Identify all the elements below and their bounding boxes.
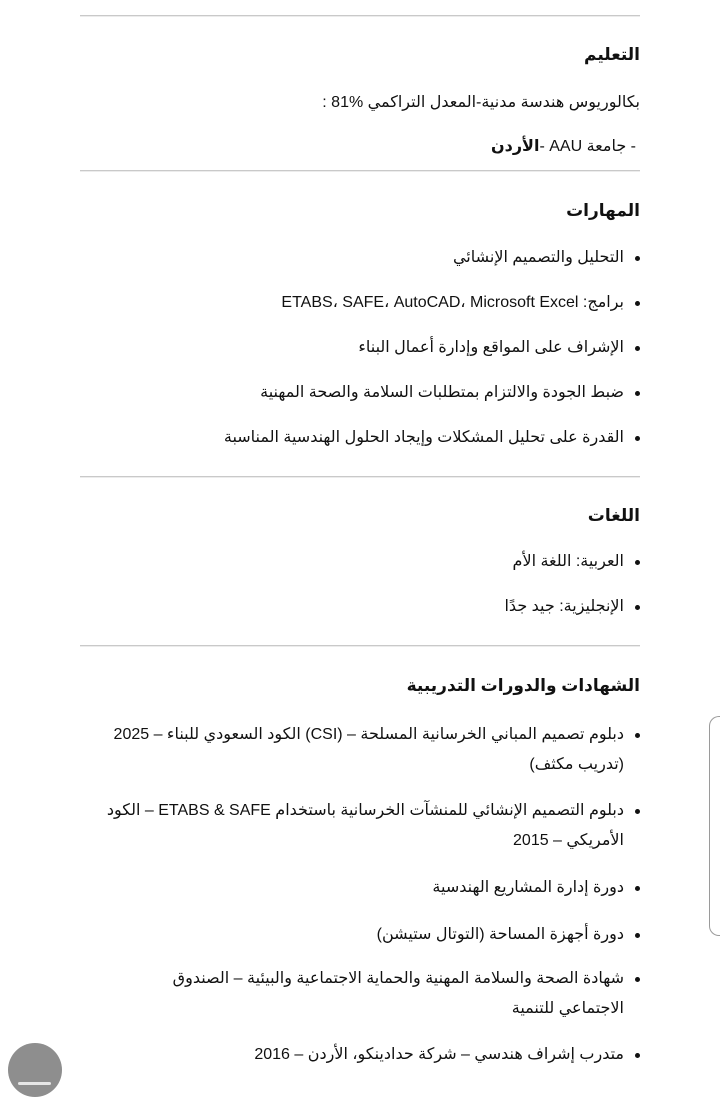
education-university — [491, 136, 636, 158]
university-prefix: - جامعة AAU - — [539, 138, 636, 155]
certificates-title: الشهادات والدورات التدريبية — [406, 676, 640, 695]
education-title: التعليم — [584, 45, 640, 64]
floating-menu-button[interactable] — [8, 1043, 62, 1097]
university-country: الأردن — [490, 138, 540, 155]
divider — [80, 15, 640, 16]
language-item: الإنجليزية: جيد جدًا — [104, 592, 624, 622]
education-degree: بكالوريوس هندسة مدنية-المعدل التراكمي %81 : — [322, 94, 640, 111]
skill-item: ضبط الجودة والالتزام بمتطلبات السلامة والصحة المهنية — [104, 378, 624, 408]
certificate-item: دورة أجهزة المساحة (التوتال ستيشن) — [104, 920, 624, 950]
divider — [80, 476, 640, 477]
divider — [80, 645, 640, 646]
skill-item: التحليل والتصميم الإنشائي — [104, 243, 624, 273]
language-item: العربية: اللغة الأم — [104, 547, 624, 577]
edge-handle-icon[interactable] — [709, 716, 720, 936]
certificate-item: شهادة الصحة والسلامة المهنية والحماية الاجتماعية والبيئية – الصندوق الاجتماعي للتنمية — [104, 964, 624, 1024]
skill-item: برامج: ETABS، SAFE، AutoCAD، Microsoft Excel — [104, 288, 624, 318]
skill-item: القدرة على تحليل المشكلات وإيجاد الحلول الهندسية المناسبة — [104, 423, 624, 453]
certificate-item: دبلوم تصميم المباني الخرسانية المسلحة – (CSI) الكود السعودي للبناء – 2025 (تدريب مكثف) — [104, 720, 624, 780]
resume-page — [80, 0, 640, 1098]
languages-title: اللغات — [587, 506, 640, 525]
skill-item: الإشراف على المواقع وإدارة أعمال البناء — [104, 333, 624, 363]
certificate-item: دورة إدارة المشاريع الهندسية — [104, 873, 624, 903]
certificate-item: دبلوم التصميم الإنشائي للمنشآت الخرسانية باستخدام ETABS & SAFE – الكود الأمريكي – 2015 — [104, 796, 624, 856]
skills-title: المهارات — [566, 201, 640, 220]
certificate-item: متدرب إشراف هندسي – شركة حدادينكو، الأردن – 2016 — [104, 1040, 624, 1070]
divider — [80, 170, 640, 171]
menu-bar-icon — [18, 1082, 51, 1085]
